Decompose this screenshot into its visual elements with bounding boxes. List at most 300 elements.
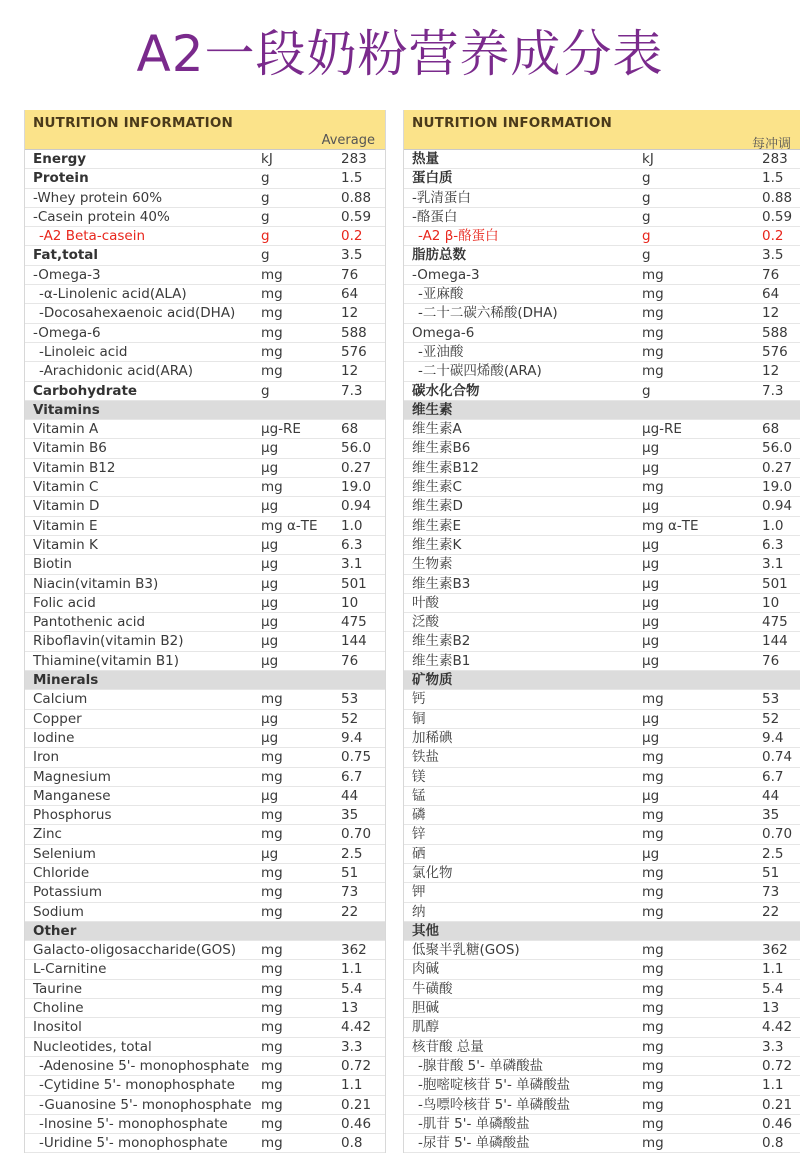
nutrient-unit: μg <box>261 787 279 804</box>
nutrient-unit: mg <box>261 343 283 360</box>
nutrient-unit: μg <box>642 614 660 631</box>
nutrient-name: Inositol <box>33 1019 82 1036</box>
nutrient-value: 0.94 <box>341 498 372 515</box>
nutrient-unit: mg <box>642 1038 664 1055</box>
nutrient-unit: μg <box>261 614 279 631</box>
nutrient-name: -酪蛋白 <box>412 208 458 225</box>
nutrient-value: 5.4 <box>341 980 363 997</box>
nutrient-unit: g <box>261 382 270 399</box>
nutrient-value: 44 <box>341 787 359 804</box>
nutrient-value: 0.70 <box>341 826 372 843</box>
nutrient-unit: mg <box>642 903 664 920</box>
table-row <box>404 324 800 343</box>
nutrient-name: Other <box>33 922 77 939</box>
nutrient-value: 76 <box>762 266 780 283</box>
nutrient-name: -腺苷酸 5'- 单磷酸盐 <box>418 1057 544 1074</box>
nutrient-value: 7.3 <box>762 382 784 399</box>
nutrient-value: 76 <box>762 652 780 669</box>
nutrient-value: 0.59 <box>762 208 793 225</box>
nutrient-unit: mg <box>261 1019 283 1036</box>
nutrient-name: Selenium <box>33 845 96 862</box>
nutrient-value: 6.7 <box>762 768 784 785</box>
nutrient-unit: g <box>261 247 270 264</box>
nutrient-value: 0.72 <box>762 1057 793 1074</box>
nutrient-unit: kJ <box>642 151 654 167</box>
table-row <box>25 517 385 536</box>
nutrient-unit: g <box>642 382 651 399</box>
nutrient-value: 144 <box>762 633 788 650</box>
nutrient-unit: mg <box>261 942 283 959</box>
nutrient-unit: μg <box>261 440 279 457</box>
nutrient-unit: mg <box>261 768 283 785</box>
nutrient-value: 64 <box>762 286 780 303</box>
nutrient-value: 1.1 <box>341 961 363 978</box>
nutrient-value: 1.5 <box>341 170 363 187</box>
nutrient-name: 叶酸 <box>412 594 439 611</box>
table-row <box>25 632 385 651</box>
nutrient-value: 56.0 <box>762 440 793 457</box>
table-row <box>25 575 385 594</box>
nutrient-name: 其他 <box>412 922 439 939</box>
nutrient-unit: mg <box>642 343 664 360</box>
table-row <box>25 1076 385 1095</box>
nutrient-unit: mg <box>261 864 283 881</box>
nutrient-unit: mg <box>642 884 664 901</box>
nutrient-name: Biotin <box>33 556 72 573</box>
nutrient-value: 73 <box>341 884 359 901</box>
nutrient-name: Folic acid <box>33 594 96 611</box>
nutrient-value: 3.5 <box>762 247 784 264</box>
table-row <box>404 517 800 536</box>
nutrient-value: 56.0 <box>341 440 372 457</box>
table-row <box>404 439 800 458</box>
nutrient-unit: g <box>642 170 651 187</box>
nutrient-value: 0.21 <box>341 1096 372 1113</box>
nutrient-unit: μg <box>642 710 660 727</box>
table-row <box>25 652 385 671</box>
nutrient-unit: μg <box>261 459 279 476</box>
nutrient-value: 35 <box>762 807 780 824</box>
nutrient-unit: g <box>642 189 651 206</box>
table-row <box>404 1018 800 1037</box>
nutrient-unit: mg <box>261 1057 283 1074</box>
nutrient-value: 10 <box>762 594 780 611</box>
nutrition-table-chinese <box>403 110 800 1153</box>
table-row <box>25 806 385 825</box>
nutrient-unit: μg <box>261 729 279 746</box>
nutrient-value: 22 <box>341 903 359 920</box>
nutrient-unit: mg <box>261 479 283 496</box>
nutrient-name: -二十二碳六稀酸(DHA) <box>418 305 558 322</box>
table-row <box>404 208 800 227</box>
nutrient-name: -尿苷 5'- 单磷酸盐 <box>418 1135 530 1152</box>
table-row <box>25 343 385 362</box>
nutrient-value: 22 <box>762 903 780 920</box>
nutrient-name: -胞嘧啶核苷 5'- 单磷酸盐 <box>418 1077 571 1094</box>
nutrient-unit: mg <box>642 826 664 843</box>
table-row <box>25 613 385 632</box>
table-row <box>25 1018 385 1037</box>
nutrient-unit: mg <box>642 1019 664 1036</box>
table-body <box>404 150 800 1153</box>
nutrient-unit: mg <box>261 980 283 997</box>
nutrient-unit: μg <box>642 594 660 611</box>
nutrient-name: Minerals <box>33 672 99 689</box>
table-row <box>404 941 800 960</box>
nutrient-unit: g <box>261 228 270 245</box>
table-header-subtitle: Average <box>321 133 375 148</box>
nutrient-unit: mg <box>642 749 664 766</box>
nutrient-value: 3.5 <box>341 247 363 264</box>
table-row <box>404 189 800 208</box>
nutrient-unit: mg <box>642 942 664 959</box>
nutrient-name: 钙 <box>412 691 426 708</box>
table-row <box>404 748 800 767</box>
nutrient-name: 铜 <box>412 710 426 727</box>
table-header-title: NUTRITION INFORMATION <box>412 115 613 131</box>
nutrient-name: 硒 <box>412 845 426 862</box>
nutrient-name: Iron <box>33 749 60 766</box>
nutrient-value: 0.2 <box>341 228 363 245</box>
nutrient-unit: μg <box>642 498 660 515</box>
nutrient-name: -Cytidine 5'- monophosphate <box>39 1077 235 1094</box>
nutrient-name: Copper <box>33 710 82 727</box>
nutrient-unit: mg <box>261 1038 283 1055</box>
nutrient-value: 3.1 <box>762 556 784 573</box>
nutrient-name: 维生素K <box>412 536 462 553</box>
table-row <box>404 536 800 555</box>
nutrient-unit: mg <box>261 1000 283 1017</box>
nutrient-value: 12 <box>762 363 780 380</box>
nutrient-name: Vitamin B6 <box>33 440 107 457</box>
table-row <box>404 497 800 516</box>
nutrient-unit: mg <box>642 266 664 283</box>
nutrient-value: 2.5 <box>762 845 784 862</box>
table-row <box>25 420 385 439</box>
table-row <box>404 459 800 478</box>
nutrient-name: Vitamin D <box>33 498 100 515</box>
table-row <box>25 150 385 169</box>
nutrient-name: 维生素B2 <box>412 633 471 650</box>
table-row <box>25 555 385 574</box>
table-row <box>25 497 385 516</box>
table-row <box>404 478 800 497</box>
nutrient-name: Phosphorus <box>33 807 112 824</box>
section-header-row <box>25 401 385 420</box>
nutrient-value: 6.3 <box>762 536 784 553</box>
table-row <box>404 382 800 401</box>
section-header-row <box>25 922 385 941</box>
nutrient-name: -A2 β-酪蛋白 <box>418 228 499 245</box>
nutrient-name: -α-Linolenic acid(ALA) <box>39 286 187 303</box>
nutrient-name: L-Carnitine <box>33 961 107 978</box>
nutrient-unit: mg α-TE <box>261 517 318 534</box>
nutrient-unit: mg <box>642 363 664 380</box>
nutrient-value: 283 <box>341 151 367 167</box>
section-header-row <box>25 671 385 690</box>
table-row <box>25 845 385 864</box>
nutrient-name: Vitamins <box>33 401 100 418</box>
nutrient-value: 4.42 <box>762 1019 793 1036</box>
nutrient-value: 0.75 <box>341 749 372 766</box>
nutrient-name: 生物素 <box>412 556 453 573</box>
nutrient-name: -Casein protein 40% <box>33 208 170 225</box>
nutrient-unit: μg <box>261 556 279 573</box>
table-row <box>404 1076 800 1095</box>
table-row <box>25 941 385 960</box>
nutrient-name: Energy <box>33 151 87 167</box>
table-row <box>25 304 385 323</box>
table-body <box>25 150 385 1153</box>
nutrient-name: Choline <box>33 1000 84 1017</box>
nutrient-value: 576 <box>341 343 367 360</box>
table-row <box>25 478 385 497</box>
nutrient-value: 68 <box>762 421 780 438</box>
nutrient-value: 13 <box>341 1000 359 1017</box>
nutrient-unit: mg <box>261 1135 283 1152</box>
nutrient-value: 68 <box>341 421 359 438</box>
nutrient-value: 73 <box>762 884 780 901</box>
nutrient-value: 362 <box>762 942 788 959</box>
nutrient-unit: mg <box>261 363 283 380</box>
nutrient-value: 0.74 <box>762 749 793 766</box>
table-row <box>25 980 385 999</box>
nutrient-value: 0.21 <box>762 1096 793 1113</box>
nutrient-name: Manganese <box>33 787 111 804</box>
table-row <box>404 883 800 902</box>
nutrient-name: Protein <box>33 170 89 187</box>
nutrient-unit: mg <box>642 768 664 785</box>
nutrient-name: 氯化物 <box>412 864 453 881</box>
nutrient-name: 牛磺酸 <box>412 980 453 997</box>
nutrient-unit: mg <box>642 1135 664 1152</box>
nutrient-name: Chloride <box>33 864 90 881</box>
table-row <box>25 1096 385 1115</box>
nutrient-value: 5.4 <box>762 980 784 997</box>
table-header-subtitle: 每冲调 <box>751 137 791 152</box>
nutrient-unit: mg <box>261 903 283 920</box>
nutrient-value: 576 <box>762 343 788 360</box>
table-row <box>404 768 800 787</box>
nutrient-unit: μg <box>642 729 660 746</box>
nutrient-name: Fat,total <box>33 247 99 264</box>
nutrient-unit: μg-RE <box>261 421 301 438</box>
nutrient-name: 维生素E <box>412 517 462 534</box>
nutrient-unit: μg <box>642 652 660 669</box>
table-row <box>25 266 385 285</box>
nutrient-unit: μg <box>261 633 279 650</box>
table-row <box>404 150 800 169</box>
nutrient-unit: μg <box>261 845 279 862</box>
nutrient-unit: mg <box>642 961 664 978</box>
table-row <box>25 729 385 748</box>
nutrient-unit: μg <box>642 536 660 553</box>
nutrient-value: 6.7 <box>341 768 363 785</box>
table-row <box>25 324 385 343</box>
nutrient-unit: mg <box>642 1000 664 1017</box>
nutrient-unit: μg <box>642 633 660 650</box>
nutrient-unit: μg <box>642 845 660 862</box>
nutrient-value: 7.3 <box>341 382 363 399</box>
nutrient-name: Pantothenic acid <box>33 614 146 631</box>
nutrient-name: -Inosine 5'- monophosphate <box>39 1115 228 1132</box>
nutrient-name: 维生素B6 <box>412 440 471 457</box>
nutrient-value: 1.1 <box>762 1077 784 1094</box>
nutrient-unit: μg <box>261 575 279 592</box>
nutrient-name: -二十碳四烯酸(ARA) <box>418 363 542 380</box>
nutrient-name: -Arachidonic acid(ARA) <box>39 363 194 380</box>
table-row <box>404 304 800 323</box>
nutrient-value: 1.5 <box>762 170 784 187</box>
nutrient-unit: μg <box>642 459 660 476</box>
table-row <box>25 594 385 613</box>
table-row <box>404 787 800 806</box>
nutrient-name: -肌苷 5'- 单磷酸盐 <box>418 1115 530 1132</box>
table-row <box>404 845 800 864</box>
nutrient-name: 锌 <box>412 826 426 843</box>
nutrient-name: 低聚半乳糖(GOS) <box>412 942 520 959</box>
nutrient-unit: g <box>261 170 270 187</box>
nutrient-unit: μg <box>642 440 660 457</box>
nutrient-name: -Omega-3 <box>33 266 101 283</box>
nutrient-name: -亚麻酸 <box>418 286 464 303</box>
nutrient-name: -Adenosine 5'- monophosphate <box>39 1057 250 1074</box>
nutrient-value: 1.0 <box>341 517 363 534</box>
table-row <box>25 825 385 844</box>
nutrient-name: 镁 <box>412 768 426 785</box>
nutrient-name: -Docosahexaenoic acid(DHA) <box>39 305 236 322</box>
nutrient-name: Vitamin B12 <box>33 459 116 476</box>
nutrient-value: 3.1 <box>341 556 363 573</box>
nutrient-value: 0.94 <box>762 498 793 515</box>
nutrient-name: Magnesium <box>33 768 111 785</box>
table-row <box>404 246 800 265</box>
table-row <box>25 748 385 767</box>
nutrient-unit: mg <box>261 324 283 341</box>
table-row <box>404 285 800 304</box>
nutrient-value: 6.3 <box>341 536 363 553</box>
nutrient-name: Calcium <box>33 691 88 708</box>
nutrient-value: 51 <box>762 864 780 881</box>
nutrient-unit: mg <box>642 479 664 496</box>
table-row <box>404 169 800 188</box>
nutrient-value: 0.88 <box>762 189 793 206</box>
table-row <box>25 362 385 381</box>
nutrient-unit: mg <box>261 1115 283 1132</box>
table-row <box>25 246 385 265</box>
table-row <box>404 343 800 362</box>
nutrient-value: 3.3 <box>762 1038 784 1055</box>
nutrient-unit: g <box>642 247 651 264</box>
table-row <box>404 575 800 594</box>
nutrient-value: 19.0 <box>341 479 372 496</box>
nutrient-unit: μg <box>642 787 660 804</box>
table-row <box>404 555 800 574</box>
nutrient-unit: μg <box>642 556 660 573</box>
nutrient-name: Omega-6 <box>412 324 475 341</box>
nutrient-name: -Linoleic acid <box>39 343 128 360</box>
nutrient-unit: μg <box>261 710 279 727</box>
nutrient-name: Riboflavin(vitamin B2) <box>33 633 184 650</box>
nutrient-name: Niacin(vitamin B3) <box>33 575 159 592</box>
nutrient-unit: mg <box>642 1115 664 1132</box>
nutrient-name: Vitamin K <box>33 536 98 553</box>
nutrient-value: 64 <box>341 286 359 303</box>
nutrient-unit: mg <box>261 884 283 901</box>
nutrient-unit: mg <box>261 1077 283 1094</box>
nutrient-name: 肌醇 <box>412 1019 439 1036</box>
table-row <box>25 787 385 806</box>
nutrient-unit: mg <box>642 286 664 303</box>
table-header <box>25 110 385 150</box>
nutrient-value: 475 <box>762 614 788 631</box>
nutrient-unit: mg <box>642 1057 664 1074</box>
table-row <box>25 382 385 401</box>
nutrient-unit: μg <box>261 652 279 669</box>
nutrient-name: 核苷酸 总量 <box>412 1038 484 1055</box>
nutrient-name: 磷 <box>412 807 426 824</box>
nutrient-unit: μg <box>642 575 660 592</box>
table-row <box>404 1096 800 1115</box>
nutrient-name: 维生素B3 <box>412 575 471 592</box>
table-row <box>25 439 385 458</box>
table-row <box>25 903 385 922</box>
nutrient-unit: g <box>261 189 270 206</box>
table-row <box>404 710 800 729</box>
nutrient-name: Carbohydrate <box>33 382 138 399</box>
nutrient-name: Nucleotides, total <box>33 1038 152 1055</box>
nutrient-value: 283 <box>762 151 788 167</box>
nutrient-value: 12 <box>762 305 780 322</box>
table-row <box>404 613 800 632</box>
table-row <box>25 710 385 729</box>
nutrient-value: 51 <box>341 864 359 881</box>
nutrient-value: 0.88 <box>341 189 372 206</box>
nutrient-unit: mg α-TE <box>642 517 699 534</box>
table-row <box>404 266 800 285</box>
nutrient-value: 52 <box>341 710 359 727</box>
table-row <box>25 1038 385 1057</box>
nutrient-value: 501 <box>341 575 367 592</box>
nutrient-unit: mg <box>261 749 283 766</box>
table-row <box>404 1134 800 1153</box>
nutrient-value: 1.1 <box>762 961 784 978</box>
table-row <box>25 208 385 227</box>
nutrient-unit: g <box>261 208 270 225</box>
table-row <box>404 594 800 613</box>
table-row <box>404 690 800 709</box>
nutrient-name: Vitamin C <box>33 479 99 496</box>
nutrient-value: 0.27 <box>762 459 793 476</box>
nutrient-value: 588 <box>762 324 788 341</box>
nutrient-value: 35 <box>341 807 359 824</box>
nutrient-value: 144 <box>341 633 367 650</box>
nutrient-value: 12 <box>341 305 359 322</box>
nutrient-value: 13 <box>762 1000 780 1017</box>
nutrient-value: 0.27 <box>341 459 372 476</box>
nutrient-name: 加稀碘 <box>412 729 453 746</box>
nutrient-value: 0.8 <box>762 1135 784 1152</box>
nutrient-name: Zinc <box>33 826 62 843</box>
table-header <box>404 110 800 150</box>
nutrient-name: 维生素B12 <box>412 459 479 476</box>
nutrient-name: Vitamin A <box>33 421 99 438</box>
nutrient-name: Iodine <box>33 729 75 746</box>
table-row <box>25 768 385 787</box>
section-header-row <box>404 922 800 941</box>
table-row <box>25 227 385 246</box>
nutrient-name: 矿物质 <box>412 672 453 689</box>
